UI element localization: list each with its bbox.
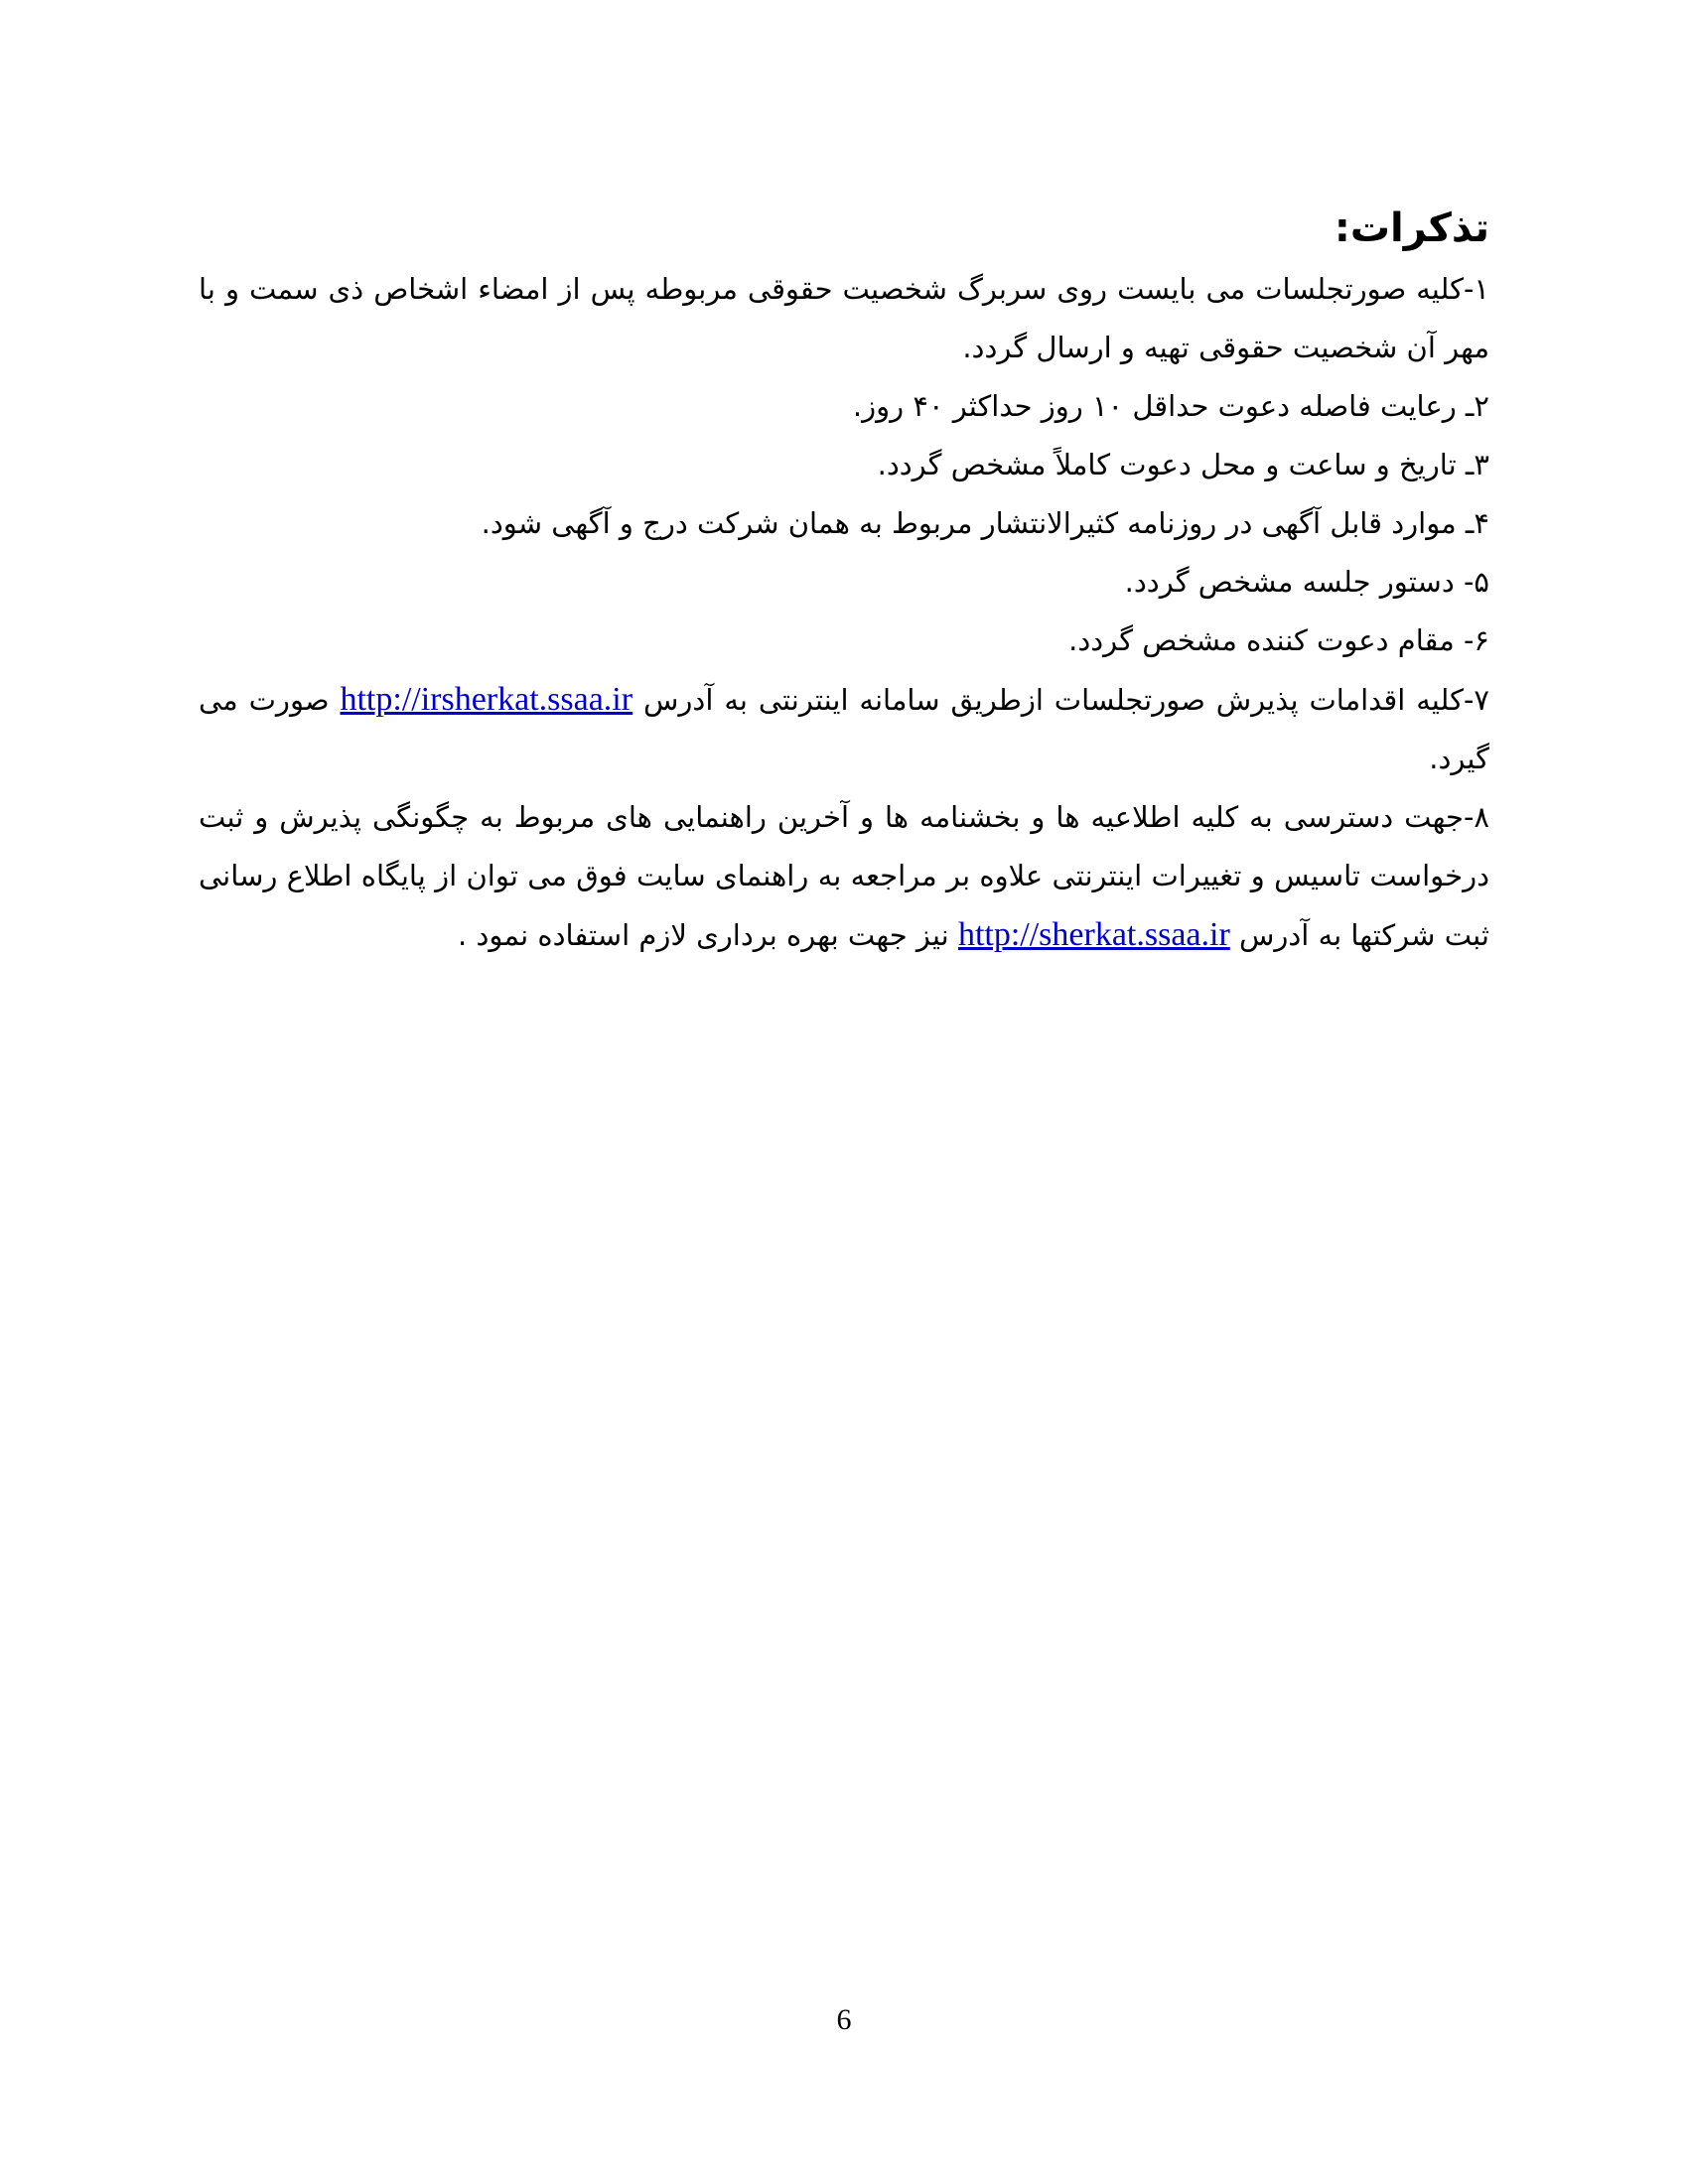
note-7-text-start: ۷-کلیه اقدامات پذیرش صورتجلسات ازطریق سامانه اینترنتی به آدرس: [633, 683, 1489, 717]
sherkat-link[interactable]: http://sherkat.ssaa.ir: [957, 916, 1230, 953]
note-7-text-end: صورت می گیرد.: [199, 683, 1489, 775]
note-5: ۵- دستور جلسه مشخص گردد.: [1124, 565, 1489, 599]
note-8-text-start: ۸-جهت دسترسی به کلیه اطلاعیه ها و بخشنامه ها و آخرین راهنمایی های مربوط به چگونگی پذیرش و ثبت درخواست تاسیس و تغییرات اینترنتی علاوه بر مراجعه به راهنمای سایت فوق می توان از پایگاه اطلاع رسانی ثبت شرکتها به آدرس: [199, 800, 1489, 952]
note-2: ۲ـ رعایت فاصله دعوت حداقل ۱۰ روز حداکثر ۴۰ روز.: [852, 389, 1489, 423]
irsherkat-link[interactable]: http://irsherkat.ssaa.ir: [340, 681, 633, 718]
page-number: 6: [836, 2003, 852, 2036]
note-1: ۱-کلیه صورتجلسات می بایست روی سربرگ شخصیت حقوقی مربوطه پس از امضاء اشخاص ذی سمت و با مهر آن شخصیت حقوقی تهیه و ارسال گردد.: [199, 272, 1489, 364]
note-8-text-end: نیز جهت بهره برداری لازم استفاده نمود .: [458, 918, 958, 952]
note-7: [199, 670, 1489, 788]
notes-heading: تذکرات:: [1334, 205, 1489, 251]
notes-section: [199, 199, 1489, 965]
note-6: ۶- مقام دعوت کننده مشخص گردد.: [1068, 623, 1489, 657]
note-8: [199, 788, 1489, 965]
note-4: ۴ـ موارد قابل آگهی در روزنامه کثیرالانتشار مربوط به همان شرکت درج و آگهی شود.: [481, 506, 1489, 540]
note-3: ۳ـ تاریخ و ساعت و محل دعوت کاملاً مشخص گردد.: [877, 448, 1489, 481]
